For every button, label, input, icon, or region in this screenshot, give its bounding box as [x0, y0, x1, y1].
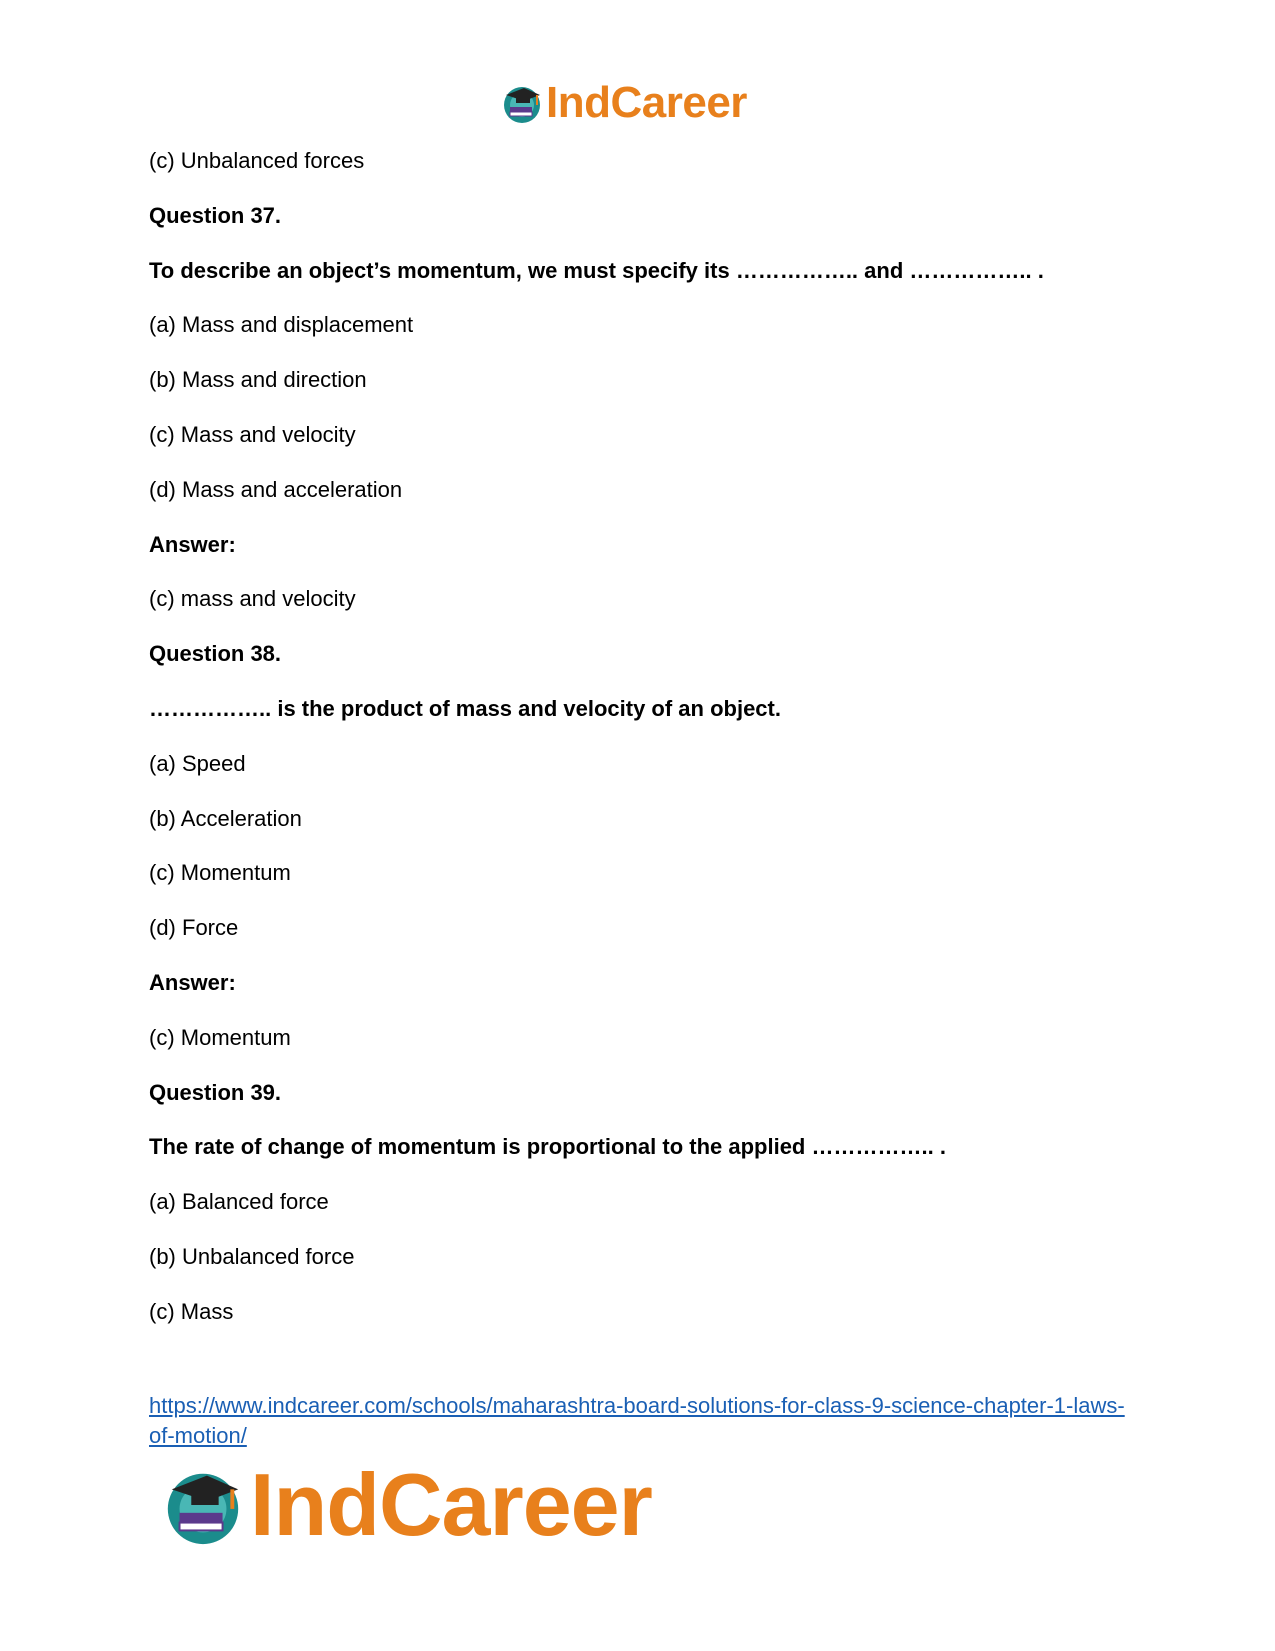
option-item: (d) Force [149, 915, 239, 940]
header-logo [500, 80, 747, 126]
option-item: (c) Momentum [149, 860, 291, 885]
footer-logo [160, 1455, 652, 1554]
option-item: (c) Momentum [149, 1025, 291, 1050]
question-heading: Question 37. [149, 203, 282, 228]
option-item: (c) Mass [149, 1299, 234, 1324]
question-text: To describe an object’s momentum, we must specify its …………….. and …………….. . [149, 258, 1044, 283]
option-item: (b) Mass and direction [149, 367, 367, 392]
question-heading: Question 39. [149, 1080, 282, 1105]
option-item: (a) Mass and displacement [149, 312, 414, 337]
graduation-cap-icon [160, 1462, 246, 1548]
option-item: (d) Mass and acceleration [149, 477, 403, 502]
option-item: (c) mass and velocity [149, 586, 356, 611]
footer-logo-text: IndCareer [250, 1455, 652, 1554]
question-heading: Question 38. [149, 641, 282, 666]
option-item: (c) Unbalanced forces [149, 148, 365, 173]
source-link[interactable]: https://www.indcareer.com/schools/maharashtra-board-solutions-for-class-9-science-chapter-1-laws-of-motion/ [149, 1393, 1125, 1448]
graduation-cap-icon [500, 81, 544, 125]
option-item: (c) Mass and velocity [149, 422, 356, 447]
option-item: (b) Acceleration [149, 806, 302, 831]
question-text: The rate of change of momentum is proportional to the applied …………….. . [149, 1134, 946, 1159]
option-item: (a) Balanced force [149, 1189, 329, 1214]
answer-label: Answer: [149, 970, 236, 995]
option-item: (b) Unbalanced force [149, 1244, 355, 1269]
answer-label: Answer: [149, 532, 236, 557]
option-item: (a) Speed [149, 751, 246, 776]
question-text: …………….. is the product of mass and velocity of an object. [149, 696, 781, 721]
header-logo-text: IndCareer [546, 78, 747, 127]
